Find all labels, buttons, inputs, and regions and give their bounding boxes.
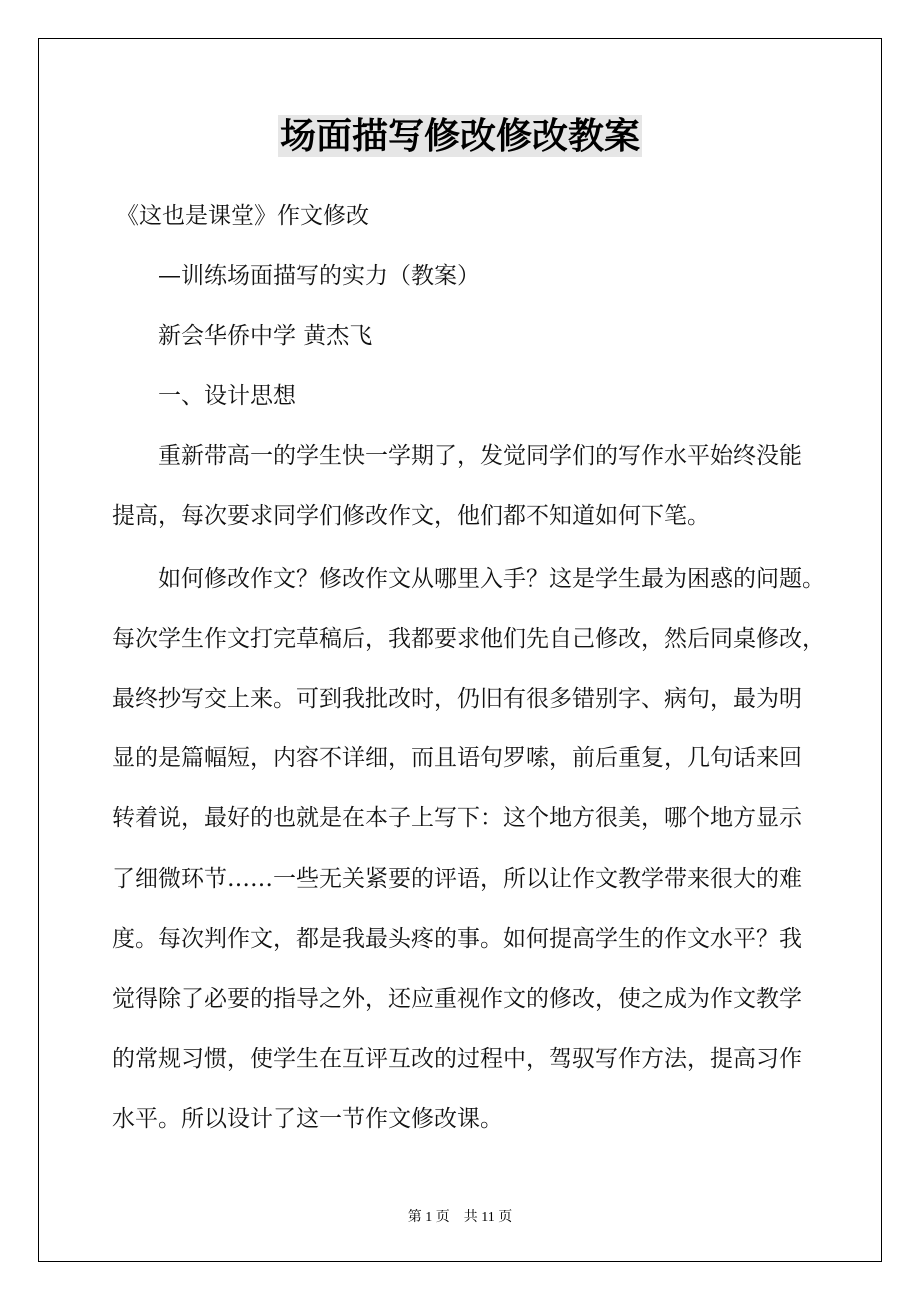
body-line: 显的是篇幅短，内容不详细，而且语句罗嗦，前后重复，几句话来回 bbox=[112, 745, 802, 771]
body-line: 度。每次判作文，都是我最头疼的事。如何提高学生的作文水平？我 bbox=[112, 926, 802, 952]
body-line: 转着说，最好的也就是在本子上写下：这个地方很美，哪个地方显示 bbox=[112, 805, 802, 831]
body-line: 提高，每次要求同学们修改作文，他们都不知道如何下笔。 bbox=[112, 503, 710, 529]
body-line: 觉得除了必要的指导之外，还应重视作文的修改，使之成为作文教学 bbox=[112, 986, 802, 1012]
body-line: 了细微环节……一些无关紧要的评语，所以让作文教学带来很大的难 bbox=[112, 866, 802, 892]
body-line: 每次学生作文打完草稿后，我都要求他们先自己修改，然后同桌修改， bbox=[112, 626, 825, 652]
document-title bbox=[0, 112, 920, 160]
body-line: 的常规习惯，使学生在互评互改的过程中，驾驭写作方法，提高习作 bbox=[112, 1046, 802, 1072]
body-line: 如何修改作文？修改作文从哪里入手？这是学生最为困惑的问题。 bbox=[158, 566, 825, 592]
body-line: 水平。所以设计了这一节作文修改课。 bbox=[112, 1106, 503, 1132]
body-line: 重新带高一的学生快一学期了，发觉同学们的写作水平始终没能 bbox=[158, 443, 802, 469]
page-footer: 第 1 页 共 11 页 bbox=[407, 1210, 513, 1225]
section-heading: 一、设计思想 bbox=[158, 383, 296, 409]
body-line: —训练场面描写的实力（教案） bbox=[158, 263, 480, 289]
body-line: 新会华侨中学 黄杰飞 bbox=[158, 323, 373, 349]
document-title-text: 场面描写修改修改教案 bbox=[279, 115, 640, 157]
body-line: 《这也是课堂》作文修改 bbox=[116, 203, 369, 229]
body-line: 最终抄写交上来。可到我批改时，仍旧有很多错别字、病句，最为明 bbox=[112, 686, 802, 712]
